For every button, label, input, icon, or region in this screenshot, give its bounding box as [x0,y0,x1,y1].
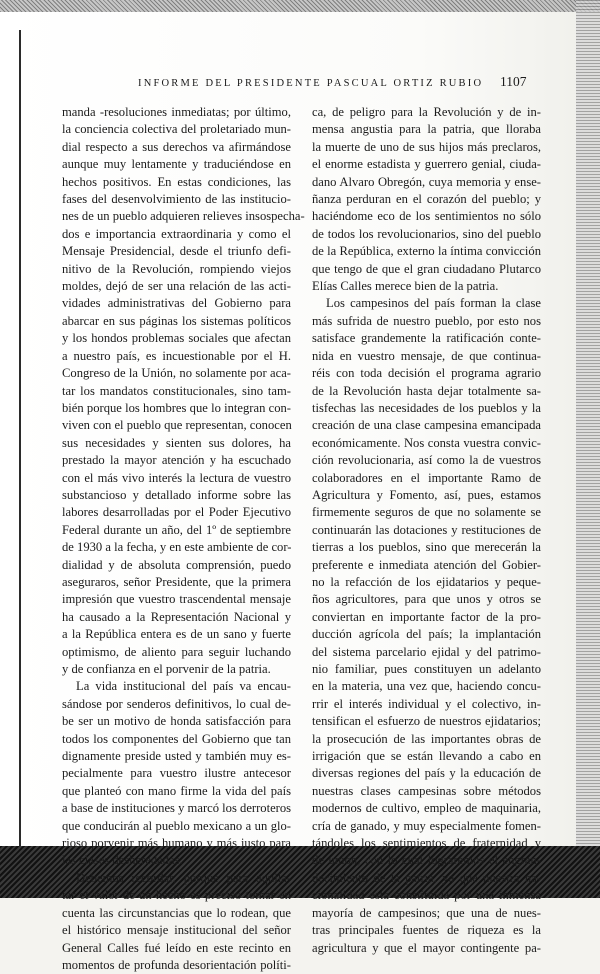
text-line: tisfechas las necesidades de los pueblos y la [312,400,541,415]
text-line: vidades administrativas del Gobierno para [62,296,291,311]
text-line: colaboradores en el importante Ramo de [312,470,541,485]
text-line: tar los mandatos constitucionales, sino tam- [62,383,291,398]
text-line: y los hondos problemas sociales que afectan [62,331,291,346]
text-line: tándoles los sentimientos de fraternidad y [312,836,541,851]
text-line: el enorme estadista y guerrero genial, ciuda- [312,157,541,172]
text-line: mensa angustia para la patria, que lloraba [312,122,541,137]
text-line: prestado la mayor atención y ha escuchado [62,453,291,468]
text-line: no la refacción de los ejidatarios y peque- [312,574,541,589]
text-line: de la República, externo la íntima convicción [312,244,541,259]
text-line: más sufrida de nuestro pueblo, por esto nos [312,313,541,328]
text-line: viven con el pueblo que representan, conocen [62,418,292,433]
text-line: dignamente preside usted y también muy es- [62,749,291,764]
text-line: manda -resoluciones inmediatas; por último, [62,105,291,119]
right-column [312,104,541,957]
text-line: be ser un motivo de honda satisfacción para [62,714,291,729]
text-line: Agricultura y Fomento, así, pues, estamos [312,487,541,502]
text-line: Los campesinos del país forman la clase [326,296,541,311]
text-line: a nuestro país, es incuestionable por el H. [62,348,291,363]
text-line: tensifican el esfuerzo de nuestros ejidatarios; [312,714,541,729]
text-line: y de confianza en el porvenir de la patria. [62,662,271,676]
text-line: tar el valor de un hecho es preciso tomar en [62,888,291,903]
scan-edge-top [0,0,600,12]
text-line: tras principales fuentes de riqueza es la [312,923,541,938]
text-line: a base de instituciones y marcó los derroteros [62,801,292,816]
text-line: haciéndome eco de los sentimientos no sólo [312,209,541,224]
text-line: optimismo, de aliento para seguir luchando [62,644,291,659]
text-line: el histórico mensaje institucional del señor [62,923,291,938]
text-line: substancioso y detallado informe sobre las [62,487,291,502]
text-line: conviertan en importante factor de la pro- [312,609,541,624]
text-line: General Calles fué leído en este recinto en [62,940,291,955]
text-line: ducción agrícola del país; la implantación [312,627,541,642]
text-line: del sistema parcelario ejidal y del patrimo- [312,644,541,659]
text-line: aunque muy lentamente y traduciéndose en [62,157,291,172]
text-line: firmemente seguros de que no solamente se [312,505,541,520]
text-line: dialidad y de absoluta comprensión, puedo [62,557,291,572]
text-line: ñanza perduran en el corazón del pueblo; y [312,192,541,207]
text-line: dano Alvaro Obregón, cuya memoria y ense- [312,174,541,189]
text-line: las clases desheredadas. [62,853,183,868]
text-line: sus necesidades y sienten sus dolores, ha [62,435,291,450]
text-line: bién porque los hombres que lo integran con- [62,400,291,415]
text-line: dos e importancia extraordinaria y como el [62,226,291,241]
text-line: de 1930 a la fecha, y en este ambiente de cor- [62,540,292,555]
text-line: mayoría de campesinos; que una de nues- [312,905,541,920]
text-line: La vida institucional del país va encau- [76,679,291,694]
text-line: tierras a los pueblos, sino que merecerán la [312,540,541,555]
text-line: ca, de peligro para la Revolución y de in- [312,105,541,119]
text-line: Federal durante un año, del 1º de septiembre [62,522,291,537]
text-line: cionalidad está constituída por una inmensa [312,888,541,903]
running-title: INFORME DEL PRESIDENTE PASCUAL ORTIZ RUBIO [138,78,484,89]
text-line: pecialmente para vuestro ilustre antecesor [62,766,291,781]
text-line: cría de ganado, y muy especialmente fomen- [312,818,541,833]
text-line: fases del desenvolvimiento de las institucio- [62,192,291,207]
text-line: agricultura y que el mayor contingente pa- [312,940,541,955]
binding-rule [19,30,21,846]
text-line: irrigación que se están llevando a cabo en [312,749,541,764]
text-line: nio familiar, pues constituyen un adelanto [312,662,541,676]
text-line: abarcar en sus páginas los sistemas políticos [62,313,291,328]
text-line: cuenta las circunstancias que lo rodean, que [62,905,291,920]
text-line: satisface grandemente la ratificación conte- [312,331,541,346]
text-line: a la República entera es de un sano y fuerte [62,627,291,642]
text-line: que tengo de que el gran ciudadano Plutarco [312,261,541,276]
text-line: que planteó con mano firme la vida del país [62,783,291,798]
text-line: ños agricultores, para que unos y otros se [312,592,541,607]
text-line: de todos los revolucionarios, sino del pueblo [312,226,541,241]
text-line: todos los componentes del Gobierno que tan [62,731,291,746]
text-line: económicamente. Nos consta vuestra convic- [312,435,541,450]
text-line: Mensaje Presidencial, desde el triunfo defi- [62,244,291,259]
page-number: 1107 [500,74,527,89]
text-line: rioso porvenir más humano y más justo para [62,836,291,851]
text-line: modernos de cultivo, empleo de maquinaria, [312,801,541,816]
text-line: nitivo de la Revolución, rompiendo viejos [62,261,291,276]
text-line: réis con toda decisión el programa agrario [312,366,541,381]
text-line: creación de una clase campesina emancipada [312,418,541,433]
text-line: la conciencia colectiva del proletariado mun- [62,122,291,137]
text-line: de la Revolución hasta dejar totalmente sa- [312,383,541,398]
text-line: moldes, dejó de ser una relación de las acti- [62,279,291,294]
text-line: diversas regiones del país y la educación de [312,766,541,781]
text-line: nes de un pueblo adquieren relieves insospecha- [62,209,305,224]
text-line: de unión, con lo cual lograremos el engran- [312,853,541,868]
text-line: ción revolucionaria, así como la de vuestros [312,453,541,468]
text-line: nida en vuestro mensaje, de que continua- [312,348,541,363]
text-line: Elías Calles merece bien de la patria. [312,279,499,294]
text-line: en la materia, una vez que, haciendo concu- [312,679,541,694]
text-line: la prosecución de las importantes obras de [312,731,541,746]
text-line: ha causado a la Representación Nacional y [62,609,291,624]
text-line: dial respecto a sus derechos va afirmándose [62,139,291,154]
text-line: momentos de profunda desorientación políti- [62,957,291,972]
text-line: preferente e inmediata atención del Gobier- [312,557,541,572]
scan-edge-right [576,0,600,898]
text-line: labores desarrolladas por el Poder Ejecutivo [62,505,291,520]
text-line: impresión que vuestro trascendental mensaje [62,592,291,607]
left-column [62,104,305,974]
text-line: continuarán las dotaciones y restituciones de [312,522,541,537]
text-line: hechos positivos. En estas condiciones, las [62,174,291,189]
text-line: con el más vivo interés la lectura de vuestro [62,470,291,485]
text-line: Congreso de la Unión, no solamente por aca- [62,366,291,381]
text-line: que conducirán al pueblo mexicano a un glo- [62,818,291,833]
text-line: Debemos recordar, porque para aquila- [76,870,291,885]
text-line: aseguraros, señor Presidente, que la primera [62,574,291,589]
text-line: nuestras clases campesinas sobre métodos [312,783,541,798]
text-line: rrir el interés individual y el colectivo, in- [312,696,541,711]
text-line: sándose por senderos definitivos, lo cual de- [62,696,291,711]
text-line: la muerte de uno de sus hijos más preclaros, [312,139,541,154]
text-line: decimiento de la patria, ya que nuestra na- [312,870,541,885]
